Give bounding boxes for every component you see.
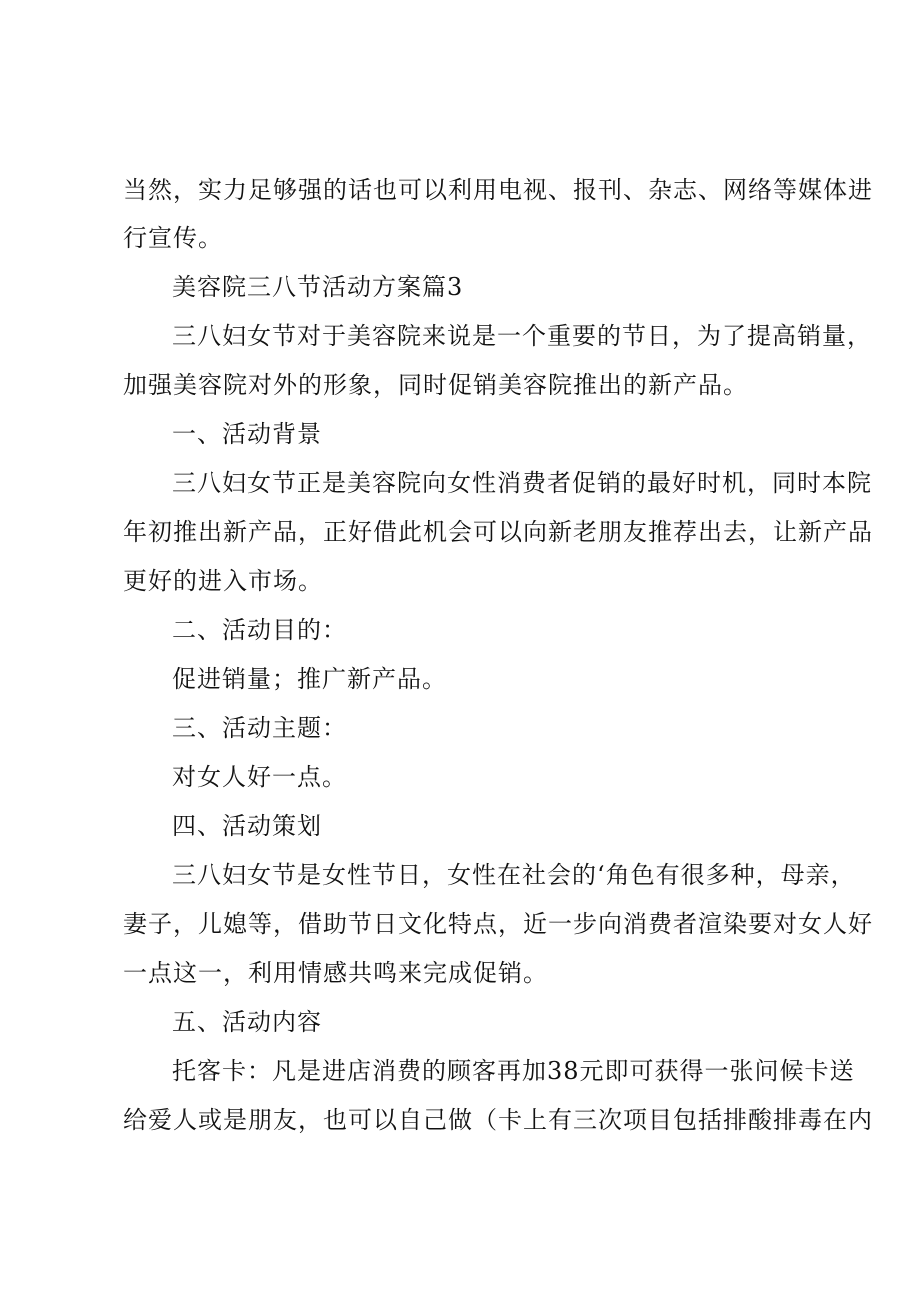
body-text-line: 行宣传。 bbox=[123, 224, 223, 252]
body-text-line: 托客卡：凡是进店消费的顾客再加38元即可获得一张问候卡送 bbox=[172, 1057, 855, 1085]
body-text-line: 给爱人或是朋友，也可以自己做（卡上有三次项目包括排酸排毒在内 bbox=[123, 1106, 873, 1134]
section-heading: 五、活动内容 bbox=[172, 1008, 322, 1036]
section-heading: 二、活动目的： bbox=[172, 616, 347, 644]
body-text-line: 三八妇女节正是美容院向女性消费者促销的最好时机，同时本院 bbox=[172, 469, 872, 497]
body-text-line: 加强美容院对外的形象，同时促销美容院推出的新产品。 bbox=[123, 371, 748, 399]
body-text-line: 促进销量；推广新产品。 bbox=[172, 665, 447, 693]
body-text-line: 更好的进入市场。 bbox=[123, 567, 323, 595]
body-text-line: 年初推出新产品，正好借此机会可以向新老朋友推荐出去，让新产品 bbox=[123, 518, 873, 546]
section-heading: 一、活动背景 bbox=[172, 420, 322, 448]
body-text-line: 三八妇女节对于美容院来说是一个重要的节日，为了提高销量， bbox=[172, 322, 872, 350]
body-text-line: 一点这一，利用情感共鸣来完成促销。 bbox=[123, 959, 548, 987]
body-text-line: 妻子，儿媳等，借助节日文化特点，近一步向消费者渲染要对女人好 bbox=[123, 910, 873, 938]
section-heading: 四、活动策划 bbox=[172, 812, 322, 840]
body-text-line: 对女人好一点。 bbox=[172, 763, 347, 791]
body-text-line: 三八妇女节是女性节日，女性在社会的‘角色有很多种，母亲， bbox=[172, 861, 856, 889]
body-text-line: 当然，实力足够强的话也可以利用电视、报刊、杂志、网络等媒体进 bbox=[123, 176, 873, 204]
section-heading: 三、活动主题： bbox=[172, 714, 347, 742]
section-title: 美容院三八节活动方案篇3 bbox=[172, 273, 464, 301]
